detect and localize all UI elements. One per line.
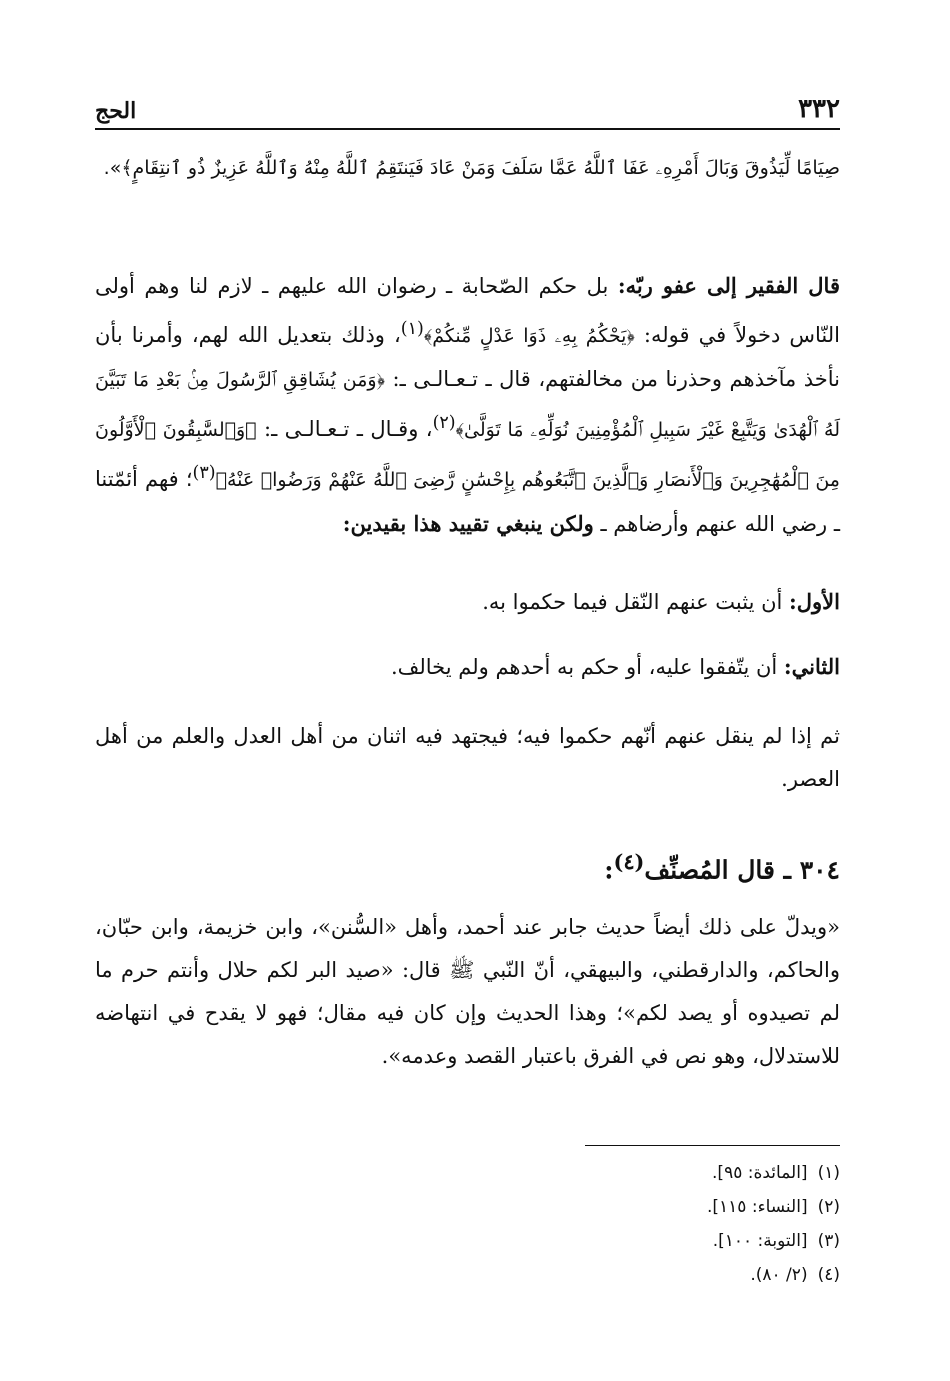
- paragraph-3: [95, 906, 840, 1078]
- footnote-3-number: (٣): [817, 1231, 840, 1251]
- footnote-3: [440, 1224, 840, 1258]
- footnote-2-number: (٢): [817, 1197, 840, 1217]
- para1-text-2: ، وذلك بتعديل الله لهم، وأمرنا بأن نأخذ مآخذهم وحذرنا من مخالفتهم، قال ـ تـعـالـى ـ:: [95, 323, 841, 391]
- speaker-label: قال الفقير إلى عفو ربّه:: [617, 273, 840, 298]
- condition-1-label: الأول:: [789, 589, 840, 614]
- opening-verse: [95, 146, 840, 190]
- footnote-1: [440, 1156, 840, 1190]
- footnote-1-number: (١): [817, 1163, 840, 1183]
- footnote-3-text: [التوبة: ١٠٠].: [712, 1231, 808, 1251]
- footnote-ref-2: (٢): [432, 413, 456, 433]
- footnote-1-text: [المائدة: ٩٥].: [712, 1163, 808, 1183]
- section-304: [95, 840, 840, 891]
- footnote-2: [440, 1190, 840, 1224]
- footnote-4-text: (٢/ ٨٠).: [750, 1265, 808, 1285]
- footnote-4-number: (٤): [817, 1265, 840, 1285]
- opening-paragraph: [95, 146, 840, 190]
- footnote-2-text: [النساء: ١١٥].: [706, 1197, 808, 1217]
- footnote-4: [440, 1258, 840, 1292]
- running-title: الحج: [95, 98, 137, 124]
- footnote-divider: [585, 1145, 840, 1146]
- paragraph-3-text: «ويدلّ على ذلك أيضاً حديث جابر عند أحمد، وأهل «السُّنن»، وابن خزيمة، وابن حبّان، والحاكم، والدارقطني، والبيهقي، أنّ النّبي ﷺ قال: «صيد البر لكم حلال وأنتم حرم ما لم تصيدوه أو يصد لكم»؛ وهذا الحديث وإن كان فيه مقال؛ فهو لا يقدح في انتهاضه للاستدلال، وهو نص في الفرق باعتبار القصد وعدمه».: [95, 915, 840, 1068]
- section-heading-colon: :: [604, 855, 614, 885]
- para1-text-1: بل حكم الصّحابة ـ رضوان الله عليهم ـ لازم لنا وهم أولى النّاس دخولاً في قوله:: [95, 274, 840, 347]
- paragraph-2-text: ثم إذا لم ينقل عنهم أنّهم حكموا فيه؛ فيجتهد فيه اثنان من أهل العدل والعلم من أهل العصر.: [95, 724, 840, 791]
- page-number: ٣٣٢: [798, 94, 840, 124]
- condition-2: [95, 645, 840, 689]
- condition-2-text: [95, 645, 840, 689]
- page-header: [95, 88, 840, 130]
- condition-1-text: [95, 580, 840, 624]
- section-heading-text: ٣٠٤ ـ قال المُصنِّف: [644, 855, 840, 885]
- quran-verse-3: ﴿وَٱلسَّٰبِقُونَ ٱلْأَوَّلُونَ مِنَ ٱلْمُهَٰجِرِينَ وَٱلْأَنصَارِ وَٱلَّذِينَ ٱتَّبَعُوهُم بِإِحْسَٰنٍ رَّضِىَ ٱللَّهُ عَنْهُمْ وَرَضُوا۟ عَنْهُ﴾: [95, 419, 840, 491]
- condition-2-body: أن يتّفقوا عليه، أو حكم به أحدهم ولم يخالف.: [390, 655, 784, 679]
- paragraph-1: [95, 264, 840, 546]
- paragraph-1-text: [95, 264, 840, 546]
- quran-verse-1: ﴿يَحْكُمُ بِهِۦ ذَوَا عَدْلٍ مِّنكُمْ﴾: [423, 325, 635, 347]
- section-heading: [95, 840, 840, 891]
- para1-text-3: ، وقـال ـ تـعـالـى ـ:: [256, 417, 433, 441]
- quran-verse-continuation: صِيَامًا لِّيَذُوقَ وَبَالَ أَمْرِهِۦ عَفَا ٱللَّهُ عَمَّا سَلَفَ وَمَنْ عَادَ فَيَنتَقِمُ ٱللَّهُ مِنْهُ وَٱللَّهُ عَزِيزٌ ذُو ٱنتِقَامٍ﴾».: [103, 157, 840, 179]
- para1-text-4: ؛ فهم أئمّتنا ـ رضي الله عنهم وأرضاهم ـ: [95, 467, 840, 536]
- footnote-ref-1: (١): [400, 319, 424, 339]
- para1-bold-end: ولكن ينبغي تقييد هذا بقيدين:: [342, 511, 594, 536]
- quran-verse-2: ﴿وَمَن يُشَاقِقِ ٱلرَّسُولَ مِنۢ بَعْدِ مَا تَبَيَّنَ لَهُ ٱلْهُدَىٰ وَيَتَّبِعْ غَيْرَ سَبِيلِ ٱلْمُؤْمِنِينَ نُوَلِّهِۦ مَا تَوَلَّىٰ﴾: [95, 369, 841, 441]
- condition-1: [95, 580, 840, 624]
- footnotes: [440, 1156, 840, 1292]
- condition-1-body: أن يثبت عنهم النّقل فيما حكموا به.: [482, 590, 790, 614]
- paragraph-2: [95, 715, 840, 801]
- condition-2-label: الثاني:: [783, 654, 840, 679]
- footnote-ref-3: (٣): [192, 463, 216, 483]
- footnote-ref-4: (٤): [613, 849, 645, 874]
